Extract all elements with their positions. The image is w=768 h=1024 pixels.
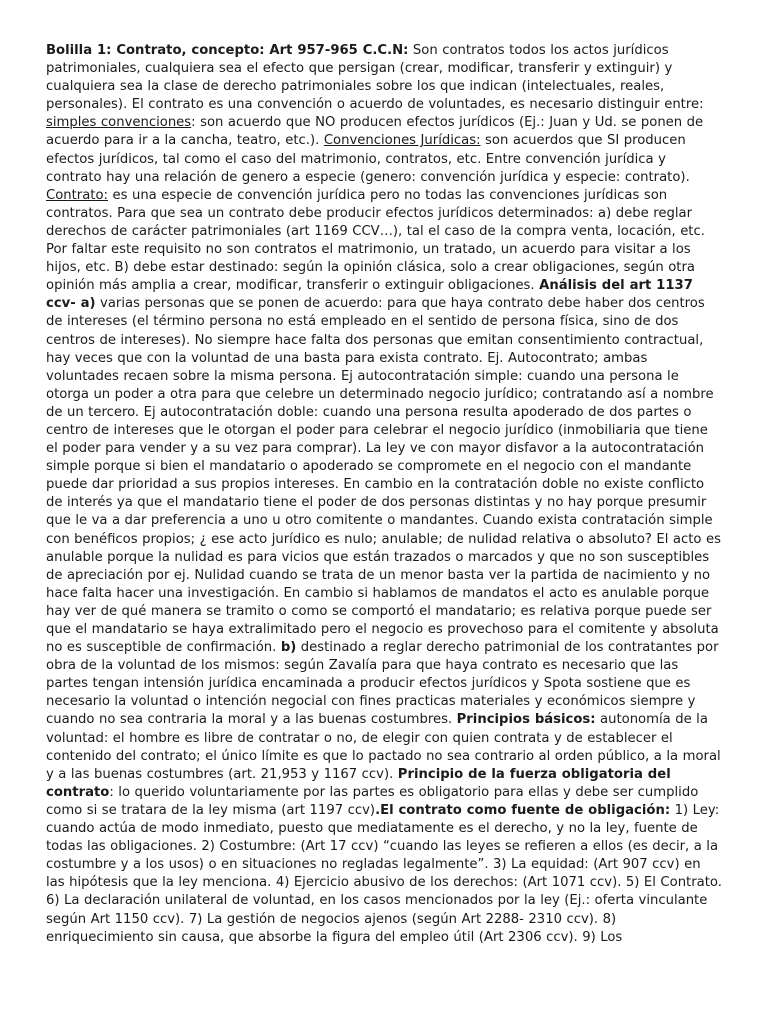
underlined-term: Contrato: (46, 187, 108, 203)
text-run: varias personas que se ponen de acuerdo: para que haya contrato debe haber dos centros de intereses (el término persona no está empleado en el sentido de persona física, sino de dos centros de intereses). No siempre hace falta dos personas que emitan consentimiento contractual, hay veces que con la voluntad de una basta para exista contrato. Ej. Autocontrato; ambas voluntades recaen sobre la misma persona. Ej autocontratación simple: cuando una persona le otorga un poder a otra para que celebre un determinado negocio jurídico; contratando así a nombre de un tercero. Ej autocontratación doble: cuando una persona resulta apoderado de dos partes o centro de intereses que le otorgan el poder para celebrar el negocio jurídico (inmobiliaria que tiene el poder para vender y a su vez para comprar). La ley ve con mayor disfavor a la autocontratación simple porque si bien el mandatario o apoderado se compromete en el negocio con el mandante puede dar prioridad a sus propios intereses. En cambio en la contratación doble no existe conflicto de interés ya que el mandatario tiene el poder de dos personas distintas y no hay porque presumir que le va a dar preferencia a uno u otro comitente o mandantes. Cuando exista contratación simple con benéficos propios; ¿ ese acto jurídico es nulo; anulable; de nulidad relativa o absoluto? El acto es anulable porque la nulidad es para vicios que están trazados o marcados y que no son susceptibles de apreciación por ej. Nulidad cuando se trata de un menor basta ver la partida de nacimiento y no hace falta hacer una investigación. En cambio si hablamos de mandatos el acto es anulable porque hay ver de qué manera se tramito o como se comportó el mandatario; es relativa porque puede ser que el mandatario se haya extralimitado pero el negocio es provechoso para el comitente y absoluta no es susceptible de confirmación. (46, 296, 721, 656)
body-paragraph (46, 42, 722, 947)
bold-heading-run: b) (280, 640, 297, 656)
text-run: destinado a reglar derecho patrimonial de los contratantes por obra de la voluntad de los mismos: según Zavalía para que haya contrato es necesario que las partes tengan intensión jurídica encaminada a producir efectos jurídicos y Spota sostiene que es necesario la voluntad o intención negocial con fines practicas materiales y económicos siempre y cuando no sea contraria la moral y a las buenas costumbres. (46, 640, 719, 728)
text-run: son acuerdos que SI producen efectos jurídicos, tal como el caso del matrimonio, contratos, etc. Entre convención jurídica y contrato hay una relación de genero a especie (genero: convención jurídica y especie: contrato). (46, 133, 690, 185)
text-run: : lo querido voluntariamente por las partes es obligatorio para ellas y debe ser cumplido como si se tratara de la ley misma (art 1197 ccv) (46, 784, 699, 818)
underlined-term: simples convenciones (46, 115, 192, 131)
bold-heading-run: .El contrato como fuente de obligación: (375, 802, 671, 818)
text-run: es una especie de convención jurídica pero no todas las convenciones jurídicas son contratos. Para que sea un contrato debe producir efectos jurídicos determinados: a) debe reglar derechos de carácter patrimoniales (art 1169 CCV…), tal el caso de la compra venta, locación, etc. Por faltar este requisito no son contratos el matrimonio, un tratado, un acuerdo para visitar a los hijos, etc. B) debe estar destinado: según la opinión clásica, solo a crear obligaciones, según otra opinión más amplia a crear, modificar, transferir o extinguir obligaciones. (46, 187, 705, 294)
bold-heading-run: Análisis del art 1137 ccv- a) (46, 278, 693, 312)
bold-heading-run: Principios básicos: (456, 712, 596, 728)
underlined-term: Convenciones Jurídicas: (323, 133, 481, 149)
text-run: 1) Ley: cuando actúa de modo inmediato, puesto que mediatamente es el derecho, y no la ley, fuente de todas las obligaciones. 2) Costumbre: (Art 17 ccv) “cuando las leyes se refieren a ellos (es decir, a la costumbre y a los usos) o en situaciones no regladas legalmente”. 3) La equidad: (Art 907 ccv) en las hipótesis que la ley menciona. 4) Ejercicio abusivo de los derechos: (Art 1071 ccv). 5) El Contrato. 6) La declaración unilateral de voluntad, en los casos mencionados por la ley (Ej.: oferta vinculante según Art 1150 ccv). 7) La gestión de negocios ajenos (según Art 2288- 2310 ccv). 8) enriquecimiento sin causa, que absorbe la figura del empleo útil (Art 2306 ccv). 9) Los (46, 802, 722, 945)
document-page (46, 42, 722, 947)
bold-heading-run: Principio de la fuerza obligatoria del contrato (46, 766, 671, 800)
text-run: autonomía de la voluntad: el hombre es libre de contratar o no, de elegir con quien contrata y de establecer el contenido del contrato; el único límite es que lo pactado no sea contrario al orden público, a la moral y a las buenas costumbres (art. 21,953 y 1167 ccv). (46, 712, 721, 782)
text-run: Son contratos todos los actos jurídicos patrimoniales, cualquiera sea el efecto que persigan (crear, modificar, transferir y extinguir) y cualquiera sea la clase de derecho patrimoniales sobre los que indican (intelectuales, reales, personales). El contrato es una convención o acuerdo de voluntades, es necesario distinguir entre: (46, 43, 704, 113)
text-run: : son acuerdo que NO producen efectos jurídicos (Ej.: Juan y Ud. se ponen de acuerdo para ir a la cancha, teatro, etc.). (46, 115, 704, 149)
bold-heading-run: Bolilla 1: Contrato, concepto: Art 957-965 C.C.N: (46, 43, 409, 58)
